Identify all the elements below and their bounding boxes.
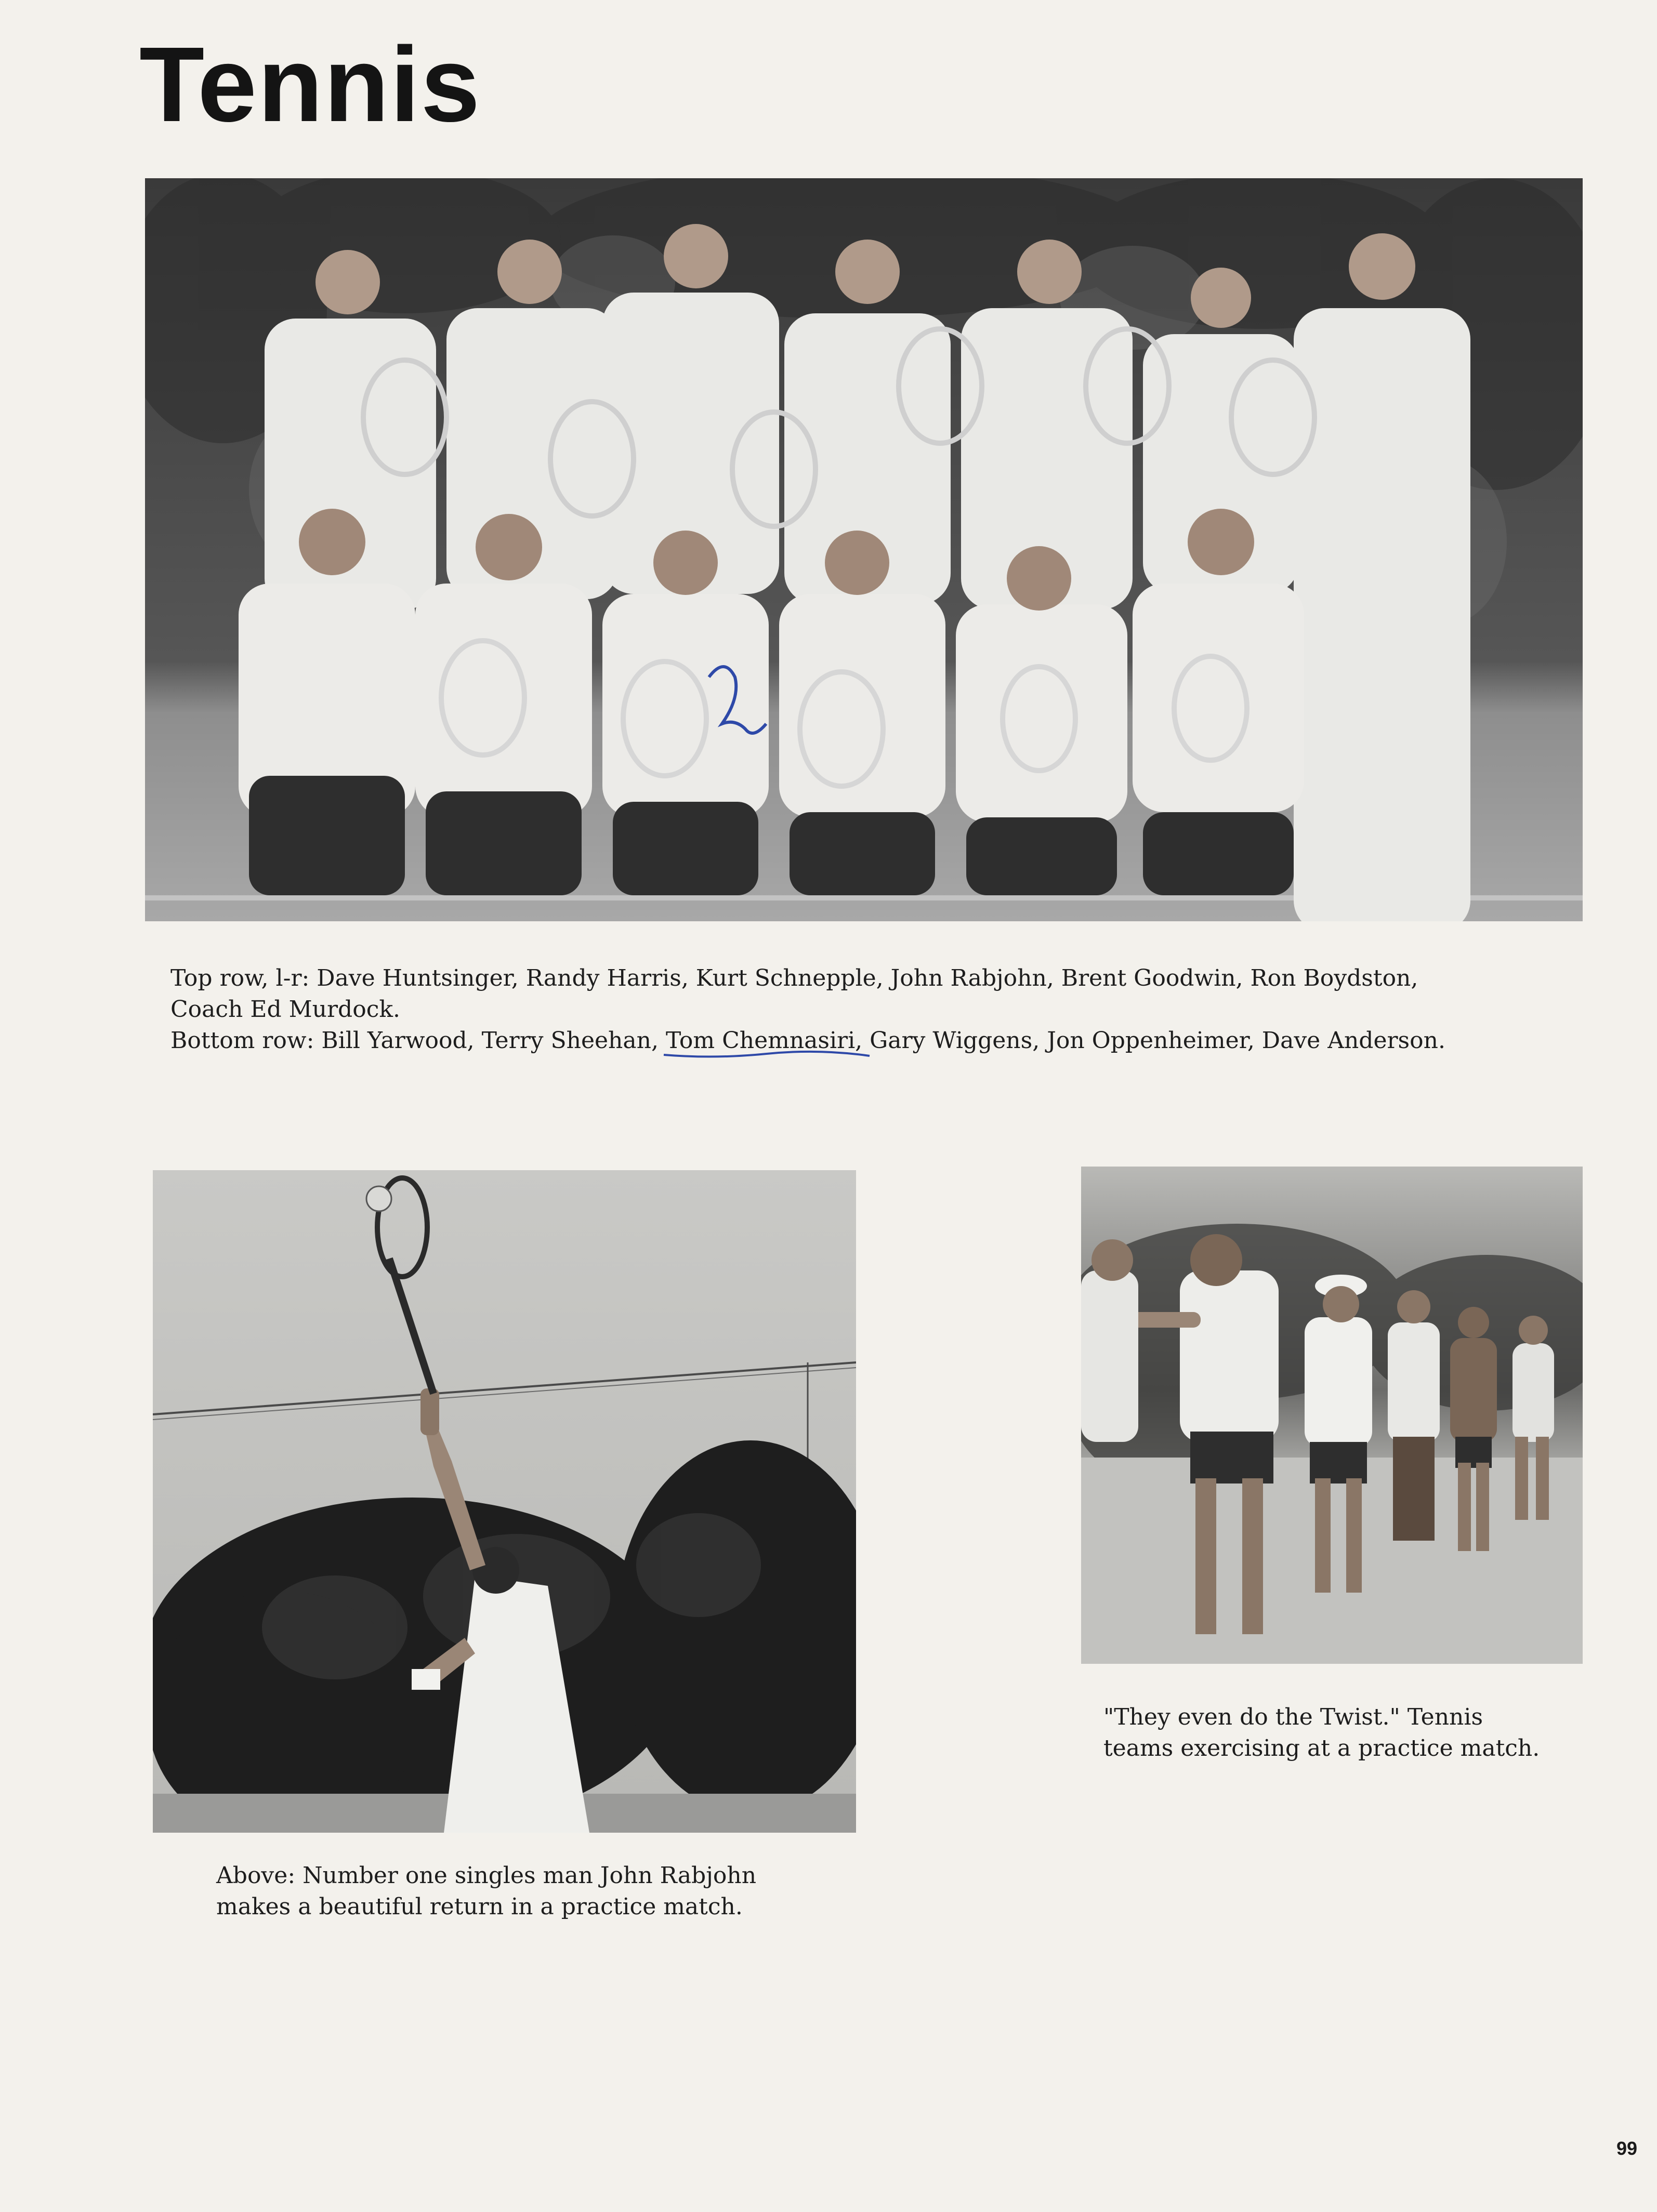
underlined-name-text: Tom Chemnasiri bbox=[665, 1027, 856, 1054]
team-photo-image bbox=[145, 178, 1583, 921]
team-photo bbox=[145, 178, 1583, 921]
caption-top-row-continued: Coach Ed Murdock. bbox=[170, 996, 400, 1023]
twist-photo-caption bbox=[1103, 1702, 1623, 1764]
twist-caption-line-2: teams exercising at a practice match. bbox=[1103, 1735, 1540, 1761]
team-photo-caption bbox=[170, 963, 1584, 1056]
serve-photo-image bbox=[153, 1170, 856, 1833]
caption-bottom-prefix: Bottom row: Bill Yarwood, Terry Sheehan, bbox=[170, 1027, 659, 1054]
ink-underline-mark bbox=[663, 1049, 871, 1061]
twist-caption-line-1: "They even do the Twist." Tennis bbox=[1103, 1704, 1483, 1730]
serve-caption-line-2: makes a beautiful return in a practice match. bbox=[216, 1893, 743, 1920]
caption-bottom-suffix: , Gary Wiggens, Jon Oppenheimer, Dave Anderson. bbox=[855, 1027, 1445, 1054]
caption-bottom-row bbox=[170, 1025, 1584, 1056]
page-title: Tennis bbox=[139, 25, 481, 144]
underlined-name bbox=[666, 1025, 855, 1056]
caption-top-row: Top row, l-r: Dave Huntsinger, Randy Harris, Kurt Schnepple, John Rabjohn, Brent Goodwin, Ron Boydston, bbox=[170, 965, 1418, 991]
serve-photo-caption bbox=[216, 1860, 866, 1923]
twist-photo-image bbox=[1081, 1167, 1583, 1664]
twist-photo bbox=[1081, 1167, 1583, 1664]
serve-caption-line-1: Above: Number one singles man John Rabjohn bbox=[216, 1862, 757, 1889]
page-number: 99 bbox=[1616, 2138, 1637, 2159]
serve-photo bbox=[153, 1170, 856, 1833]
